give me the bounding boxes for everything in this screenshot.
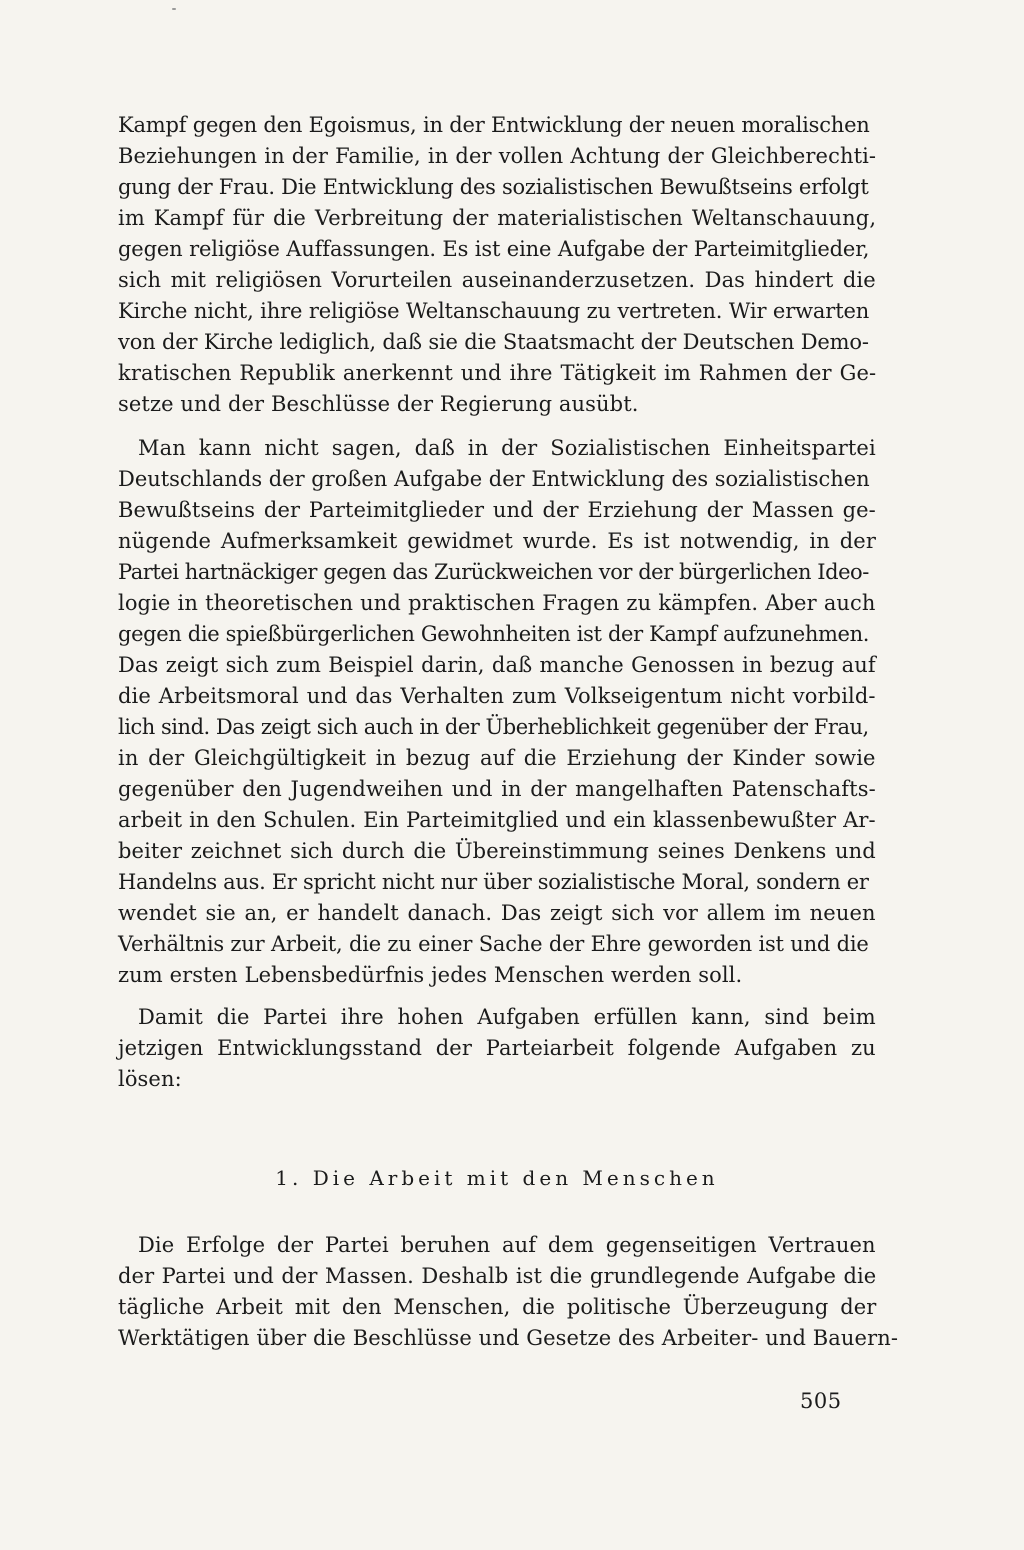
text-line: die Arbeitsmoral und das Verhalten zum Volkseigentum nicht vorbild-: [118, 684, 876, 708]
text-line: im Kampf für die Verbreitung der materialistischen Weltanschauung,: [118, 206, 877, 230]
section-paragraph: [118, 1230, 899, 1354]
text-line: arbeit in den Schulen. Ein Parteimitglied und ein klassenbewußter Ar-: [118, 808, 876, 832]
text-line: Damit die Partei ihre hohen Aufgaben erfüllen kann, sind beim: [138, 1005, 876, 1029]
text-line: Kirche nicht, ihre religiöse Weltanschauung zu vertreten. Wir erwarten: [118, 299, 870, 323]
text-line: Partei hartnäckiger gegen das Zurückweichen vor der bürgerlichen Ideo-: [118, 560, 869, 584]
text-line: setze und der Beschlüsse der Regierung ausübt.: [118, 392, 639, 416]
text-line: Bewußtseins der Parteimitglieder und der Erziehung der Massen ge-: [118, 498, 876, 522]
paragraph-1: [118, 110, 876, 420]
text-line: Werktätigen über die Beschlüsse und Gesetze des Arbeiter- und Bauern-: [118, 1326, 899, 1350]
text-line: gegen die spießbürgerlichen Gewohnheiten ist der Kampf aufzunehmen.: [118, 622, 870, 646]
text-line: jetzigen Entwicklungsstand der Parteiarbeit folgende Aufgaben zu: [118, 1036, 876, 1060]
section-heading: 1. Die Arbeit mit den Menschen: [275, 1166, 719, 1190]
text-line: kratischen Republik anerkennt und ihre Tätigkeit im Rahmen der Ge-: [118, 361, 877, 385]
text-line: gung der Frau. Die Entwicklung des sozialistischen Bewußtseins erfolgt: [118, 175, 869, 199]
paragraph-2: [118, 433, 876, 991]
text-line: der Partei und der Massen. Deshalb ist die grundlegende Aufgabe die: [118, 1264, 877, 1288]
text-line: von der Kirche lediglich, daß sie die Staatsmacht der Deutschen Demo-: [118, 330, 869, 354]
text-line: Handelns aus. Er spricht nicht nur über sozialistische Moral, sondern er: [118, 870, 869, 894]
text-line: lich sind. Das zeigt sich auch in der Überheblichkeit gegenüber der Frau,: [118, 715, 869, 739]
scan-speck: [172, 8, 176, 10]
text-line: wendet sie an, er handelt danach. Das zeigt sich vor allem im neuen: [118, 901, 876, 925]
text-line: Kampf gegen den Egoismus, in der Entwicklung der neuen moralischen: [118, 113, 870, 137]
text-line: zum ersten Lebensbedürfnis jedes Menschen werden soll.: [118, 963, 743, 987]
text-line: beiter zeichnet sich durch die Übereinstimmung seines Denkens und: [118, 839, 876, 863]
text-line: nügende Aufmerksamkeit gewidmet wurde. Es ist notwendig, in der: [118, 529, 876, 553]
text-line: Man kann nicht sagen, daß in der Sozialistischen Einheitspartei: [138, 436, 876, 460]
text-line: Die Erfolge der Partei beruhen auf dem gegenseitigen Vertrauen: [138, 1233, 876, 1257]
text-line: gegenüber den Jugendweihen und in der mangelhaften Patenschafts-: [118, 777, 876, 801]
text-line: Beziehungen in der Familie, in der vollen Achtung der Gleichberechti-: [118, 144, 877, 168]
text-line: Verhältnis zur Arbeit, die zu einer Sache der Ehre geworden ist und die: [118, 932, 869, 956]
text-line: gegen religiöse Auffassungen. Es ist eine Aufgabe der Parteimitglieder,: [118, 237, 870, 261]
paragraph-3: [118, 1002, 876, 1095]
text-line: lösen:: [118, 1067, 182, 1091]
page-number: 505: [800, 1389, 842, 1413]
text-line: Deutschlands der großen Aufgabe der Entwicklung des sozialistischen: [118, 467, 870, 491]
text-line: tägliche Arbeit mit den Menschen, die politische Überzeugung der: [118, 1295, 877, 1319]
text-line: sich mit religiösen Vorurteilen auseinanderzusetzen. Das hindert die: [118, 268, 876, 292]
text-line: Das zeigt sich zum Beispiel darin, daß manche Genossen in bezug auf: [118, 653, 876, 677]
text-line: logie in theoretischen und praktischen Fragen zu kämpfen. Aber auch: [118, 591, 876, 615]
text-line: in der Gleichgültigkeit in bezug auf die Erziehung der Kinder sowie: [118, 746, 876, 770]
